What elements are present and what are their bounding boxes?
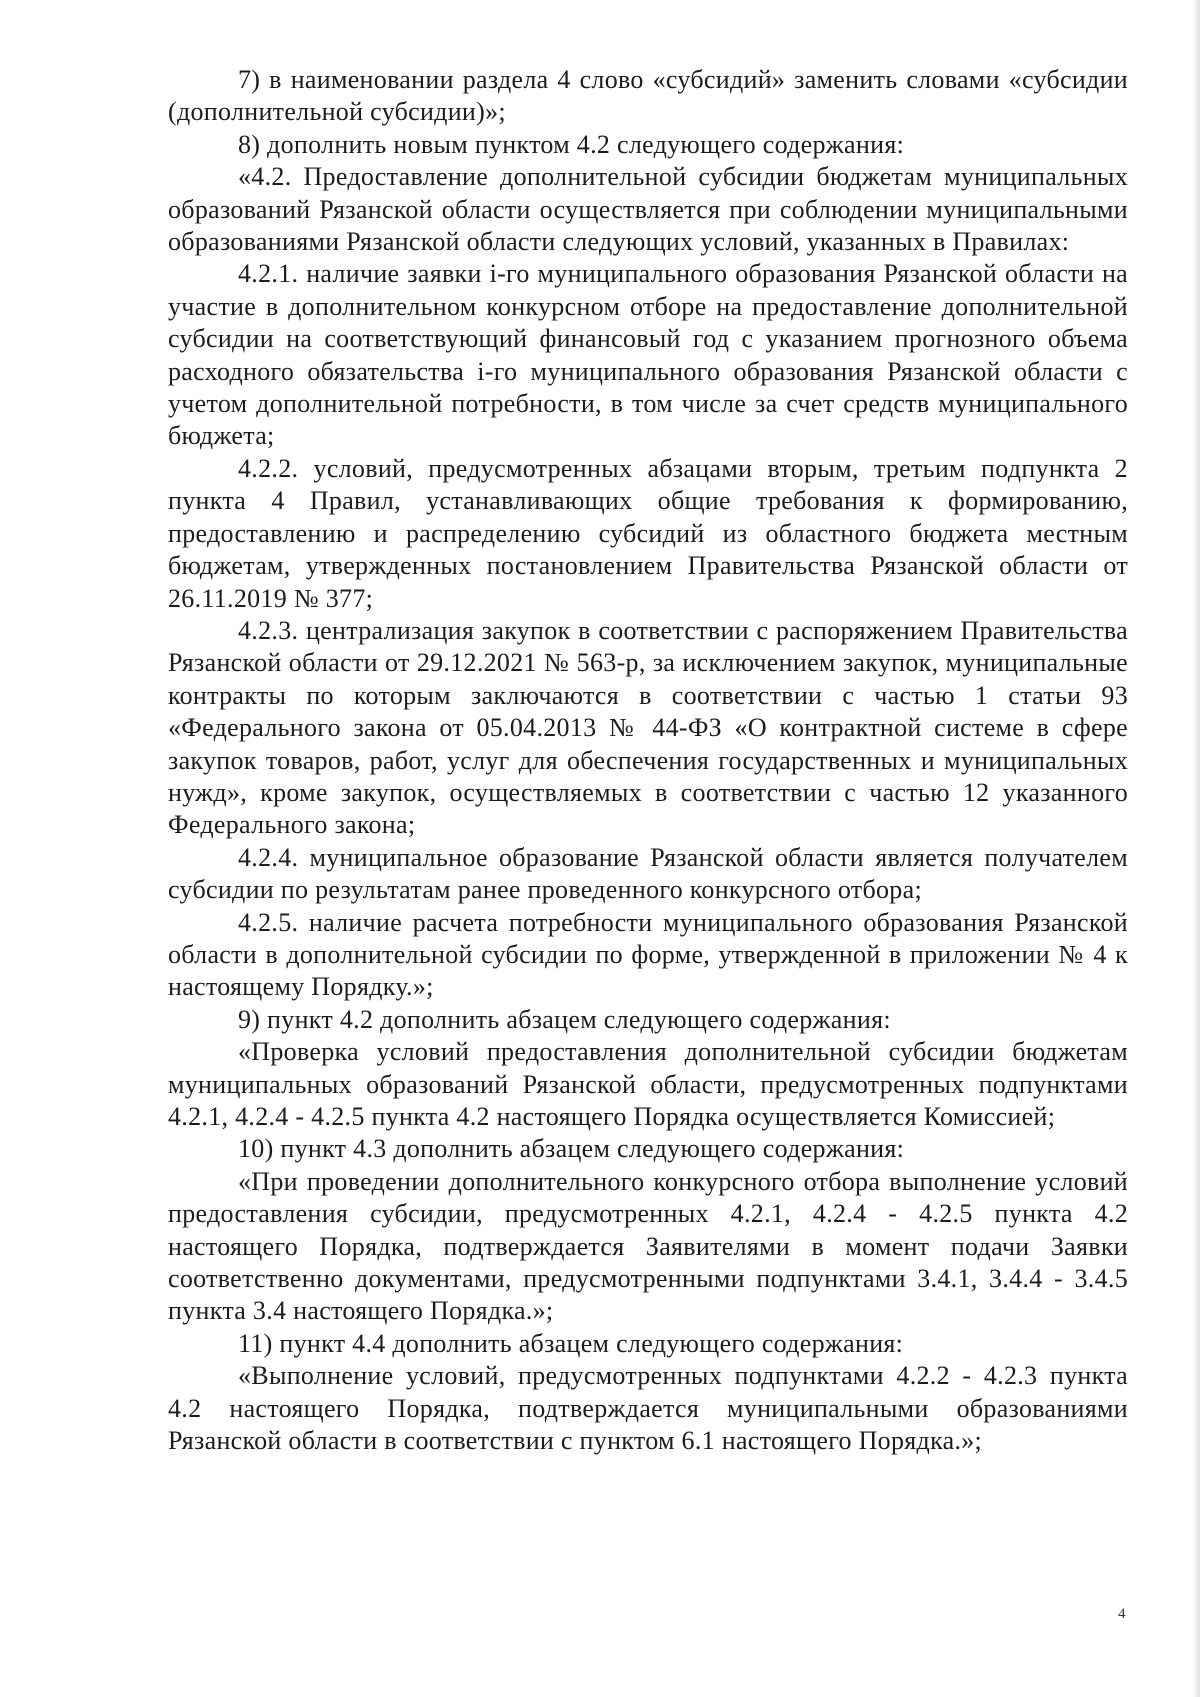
paragraph-4-2-3: 4.2.3. централизация закупок в соответствии с распоряжением Правительства Рязанской области от 29.12.2021 № 563-р, за исключением закупок, муниципальные контракты по которым заключаются в соответствии с частью 1 статьи 93 «Федерального закона от 05.04.2013 № 44-ФЗ «О контрактной системе в сфере закупок товаров, работ, услуг для обеспечения государственных и муниципальных нужд», кроме закупок, осуществляемых в соответствии с частью 12 указанного Федерального закона;	[168, 615, 1128, 840]
paragraph-4-2: «4.2. Предоставление дополнительной субсидии бюджетам муниципальных образований Рязанской области осуществляется при соблюдении муниципальными образованиями Рязанской области следующих условий, указанных в Правилах:	[168, 162, 1128, 257]
paragraph-item-7: 7) в наименовании раздела 4 слово «субсидий» заменить словами «субсидии (дополнительной субсидии)»;	[168, 65, 1128, 127]
paragraph-item-10-text: «При проведении дополнительного конкурсного отбора выполнение условий предоставления субсидии, предусмотренных 4.2.1, 4.2.4 - 4.2.5 пункта 4.2 настоящего Порядка, подтверждается Заявителями в момент подачи Заявки соответственно документами, предусмотренными подпунктами 3.4.1, 3.4.4 - 3.4.5 пункта 3.4 настоящего Порядка.»;	[168, 1166, 1128, 1326]
paragraph-item-11: 11) пункт 4.4 дополнить абзацем следующего содержания:	[238, 1328, 904, 1358]
paragraph-item-8: 8) дополнить новым пунктом 4.2 следующего содержания:	[238, 129, 905, 159]
scan-edge-shadow	[1192, 0, 1200, 1697]
paragraph-item-10: 10) пункт 4.3 дополнить абзацем следующего содержания:	[238, 1134, 905, 1164]
paragraph-4-2-1: 4.2.1. наличие заявки i-го муниципального образования Рязанской области на участие в дополнительном конкурсном отборе на предоставление дополнительной субсидии на соответствующий финансовый год с указанием прогнозного объема расходного обязательства i-го муниципального образования Рязанской области с учетом дополнительной потребности, в том числе за счет средств муниципального бюджета;	[168, 259, 1128, 451]
paragraph-4-2-4: 4.2.4. муниципальное образование Рязанской области является получателем субсидии по результатам ранее проведенного конкурсного отбора;	[168, 842, 1128, 905]
paragraph-item-11-text: «Выполнение условий, предусмотренных подпунктами 4.2.2 - 4.2.3 пункта 4.2 настоящего Порядка, подтверждается муниципальными образованиями Рязанской области в соответствии с пунктом 6.1 настоящего Порядка.»;	[168, 1361, 1128, 1456]
paragraph-item-9-text: «Проверка условий предоставления дополнительной субсидии бюджетам муниципальных образований Рязанской области, предусмотренных подпунктами 4.2.1, 4.2.4 - 4.2.5 пункта 4.2 настоящего Порядка осуществляется Комиссией;	[168, 1037, 1128, 1131]
paragraph-item-9: 9) пункт 4.2 дополнить абзацем следующего содержания:	[238, 1004, 891, 1034]
page-number: 4	[1118, 1606, 1126, 1622]
paragraph-4-2-2: 4.2.2. условий, предусмотренных абзацами вторым, третьим подпункта 2 пункта 4 Правил, устанавливающих общие требования к формированию, предоставлению и распределению субсидий из областного бюджета местным бюджетам, утвержденных постановлением Правительства Рязанской области от 26.11.2019 № 377;	[168, 453, 1128, 613]
document-body	[168, 64, 1128, 1457]
paragraph-4-2-5: 4.2.5. наличие расчета потребности муниципального образования Рязанской области в дополнительной субсидии по форме, утвержденной в приложении № 4 к настоящему Порядку.»;	[168, 907, 1128, 1002]
